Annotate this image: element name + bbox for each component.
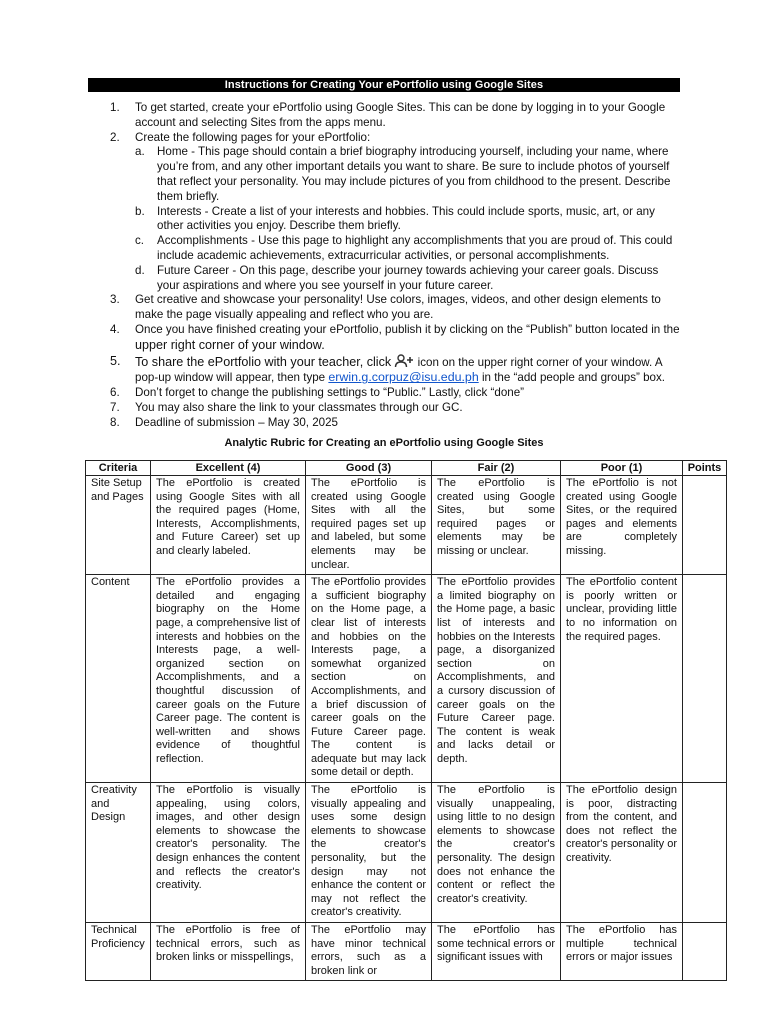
table-row [86,923,727,981]
good-cell: The ePortfolio provides a sufficient biography on the Home page, a clear list of interests and hobbies on the Interests page, a somewhat organized section on Accomplishments, and a brief discussion of career goals on the Future Career page. The content is adequate but may lack some detail or depth. [306,575,432,783]
header-fair: Fair (2) [432,461,561,476]
page-subitem-home: a. Home - This page should contain a brief biography introducing yourself, including your name, where you’re from, and any other important details you want to share. Be sure to include photos of yourself that reflect your personality. You may include pictures of you from childhood to the present. Describe them briefly. [135,145,671,203]
instruction-item: 1. To get started, create your ePortfolio using Google Sites. This can be done by logging in to your Google account and selecting Sites from the apps menu. [110,101,666,129]
instruction-item: 6. Don’t forget to change the publishing settings to “Public.” Lastly, click “done” [110,386,525,400]
add-person-icon [394,354,414,368]
poor-cell: The ePortfolio content is poorly written or unclear, providing little to no information on the required pages. [561,575,683,783]
page-subitem-future-career: d. Future Career - On this page, describe your journey towards achieving your career goals. Discuss your aspirations and where you see yourself in your future career. [135,263,659,292]
instruction-item: 4. Once you have finished creating your ePortfolio, publish it by clicking on the “Publish” button located in the upper right corner of your window. [110,322,680,352]
criteria-cell: Content [86,575,151,783]
fair-cell: The ePortfolio is created using Google Sites, but some required pages or elements may be missing or unclear. [432,476,561,575]
instruction-item: 5. To share the ePortfolio with your teacher, click icon on the upper right corner of your window. A pop-up window will appear, then type erwin.g.corpuz@isu.edu.ph in the “add people and groups” box. [110,353,666,385]
good-cell: The ePortfolio is created using Google Sites with all the required pages set up and labeled, but some elements may be unclear. [306,476,432,575]
page-subitem-interests: b. Interests - Create a list of your interests and hobbies. This could include sports, music, art, or any other activities you enjoy. Describe them briefly. [135,204,655,233]
criteria-cell: Site Setup and Pages [86,476,151,575]
fair-cell: The ePortfolio has some technical errors or significant issues with [432,923,561,981]
table-row [86,476,727,575]
excellent-cell: The ePortfolio provides a detailed and engaging biography on the Home page, a comprehensive list of interests and hobbies on the Interests page, a well-organized section on Accomplishments, and a thoughtful discussion of career goals on the Future Career page. The content is well-written and shows evidence of thoughtful reflection. [151,575,306,783]
poor-cell: The ePortfolio design is poor, distracting from the content, and does not reflect the creator's personality or creativity. [561,783,683,923]
table-row [86,783,727,923]
rubric-table [85,460,727,981]
instructions-title: Instructions for Creating Your ePortfolio using Google Sites [88,78,680,92]
table-row [86,575,727,783]
points-cell[interactable] [683,923,727,981]
good-cell: The ePortfolio may have minor technical errors, such as a broken link or [306,923,432,981]
poor-cell: The ePortfolio has multiple technical errors or major issues [561,923,683,981]
fair-cell: The ePortfolio provides a limited biography on the Home page, a basic list of interests and hobbies on the Interests page, a disorganized section on Accomplishments, and a cursory discussion of career goals on the Future Career page. The content is weak and lacks detail or depth. [432,575,561,783]
criteria-cell: Technical Proficiency [86,923,151,981]
pages-sublist [135,145,680,293]
page-subitem-accomplishments: c. Accomplishments - Use this page to highlight any accomplishments that you are proud of. This could include academic achievements, extracurricular activities, or personal accomplishments. [135,234,673,262]
excellent-cell: The ePortfolio is free of technical errors, such as broken links or misspellings, [151,923,306,981]
instruction-item: 7. You may also share the link to your classmates through our GC. [110,400,463,414]
good-cell: The ePortfolio is visually appealing and uses some design elements to showcase the creator's personality, but the design may not enhance the content or may not reflect the creator's creativity. [306,783,432,923]
fair-cell: The ePortfolio is visually unappealing, using little to no design elements to showcase the creator's personality. The design does not enhance the content or reflect the creator's creativity. [432,783,561,923]
header-poor: Poor (1) [561,461,683,476]
rubric-header-row [86,461,727,476]
instructions-list [110,101,680,431]
header-good: Good (3) [306,461,432,476]
excellent-cell: The ePortfolio is created using Google Sites with all the required pages (Home, Interests, Accomplishments, and Future Career) set up and clearly labeled. [151,476,306,575]
header-criteria: Criteria [86,461,151,476]
instruction-item: 2. Create the following pages for your ePortfolio: a. Home - This page should contain a brief biography introducing yourself, including your name, where you’re from, and any other important details you want to share. Be sure to include photos of yourself that reflect your personality. You may include pictures of you from childhood to the present. Describe them briefly. b. Interests - Create a list of your interests and hobbies. This could include sports, music, art, or any other activities you enjoy. Describe them briefly. c. Accomplishments - Use this page to highlight any accomplishments that you are proud of. This could include academic achievements, extracurricular activities, or personal accomplishments. d. Future Career - On this page, describe your journey towards achieving your career goals. Discuss your aspirations and where you see yourself in your future career. [110,131,680,294]
header-excellent: Excellent (4) [151,461,306,476]
excellent-cell: The ePortfolio is visually appealing, using colors, images, and other design elements to showcase the creator's personality. The design enhances the content and reflects the creator's creativity. [151,783,306,923]
criteria-cell: Creativity and Design [86,783,151,923]
points-cell[interactable] [683,783,727,923]
instruction-item: 3. Get creative and showcase your personality! Use colors, images, videos, and other design elements to make the page visually appealing and reflect who you are. [110,293,661,322]
poor-cell: The ePortfolio is not created using Google Sites, or the required pages and elements are completely missing. [561,476,683,575]
teacher-email-link[interactable]: erwin.g.corpuz@isu.edu.ph [328,370,479,385]
rubric-title: Analytic Rubric for Creating an ePortfolio using Google Sites [224,437,544,449]
header-points: Points [683,461,727,476]
points-cell[interactable] [683,476,727,575]
points-cell[interactable] [683,575,727,783]
instruction-item: 8. Deadline of submission – May 30, 2025 [110,415,339,429]
